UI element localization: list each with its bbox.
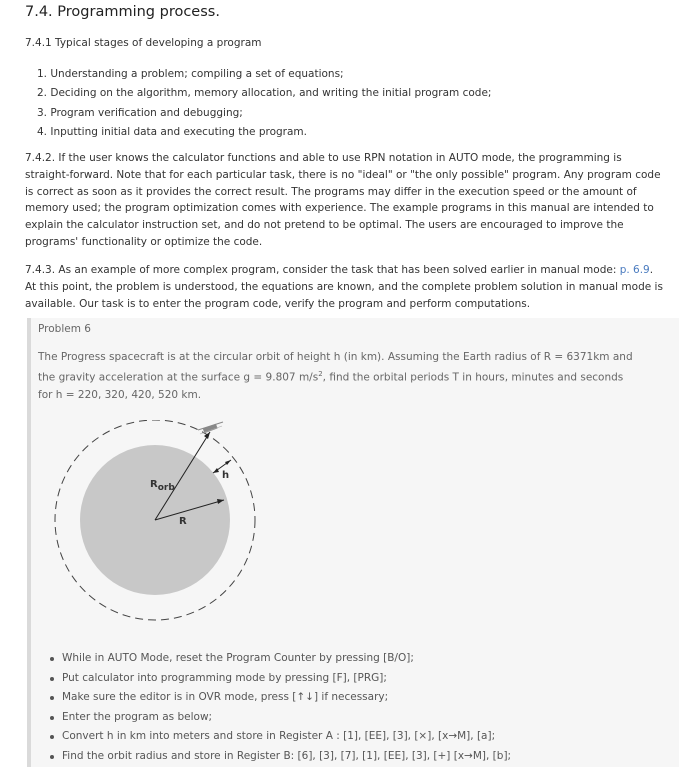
problem-text-part: , find the orbital periods T in hours, minutes and seconds for h = 220, 320, 420, 520 km. [38, 371, 624, 401]
list-item: Make sure the editor is in OVR mode, press [↑↓] if necessary; [48, 688, 511, 708]
paragraph-text: . At this point, the problem is understood, the equations are known, and the complete problem solution in manual mode is available. Our task is to enter the program code, verify the program and perform computations. [25, 264, 663, 310]
orbit-diagram [40, 420, 270, 630]
list-item: Put calculator into programming mode by pressing [F], [PRG]; [48, 669, 511, 689]
list-item: Enter the program as below; [48, 708, 511, 728]
list-item: While in AUTO Mode, reset the Program Counter by pressing [B/O]; [48, 649, 511, 669]
list-item: Convert h in km into meters and store in Register A : [1], [EE], [3], [×], [x→M], [a]; [48, 727, 511, 747]
problem-text-part: The Progress spacecraft is at the circular orbit of height h (in km). Assuming the Earth radius of R = 6371km and the gravity acceleration at the surface g = 9.807 m/s [38, 351, 633, 384]
instruction-list [48, 649, 511, 766]
superscript: 2 [318, 370, 323, 378]
paragraph-7-4-2: 7.4.2. If the user knows the calculator functions and able to use RPN notation in AUTO mode, the programming is straight-forward. Note that for each particular task, there is no "ideal" or "the only possible" program. Any program code is correct as soon as it provides the correct result. The programs may differ in the execution speed or the amount of memory used; the program optimization comes with experience. The example programs in this manual are intended to explain the calculator instruction set, and do not pretend to be optimal. The users are encouraged to improve the programs' functionality or optimize the code. [25, 152, 661, 248]
list-item: 3. Program verification and debugging; [37, 106, 243, 119]
problem-title: Problem 6 [38, 323, 91, 335]
paragraph-text: 7.4.3. As an example of more complex program, consider the task that has been solved earlier in manual mode: [25, 264, 620, 276]
list-item: 1. Understanding a problem; compiling a set of equations; [37, 68, 344, 80]
section-title: 7.4. Programming process. [25, 4, 220, 20]
problem-text [38, 349, 638, 404]
r-label: R [179, 516, 187, 527]
list-item: Find the orbit radius and store in Register B: [6], [3], [7], [1], [EE], [3], [+] [x→M], [b]; [48, 747, 511, 767]
list-item: 2. Deciding on the algorithm, memory allocation, and writing the initial program code; [37, 87, 492, 100]
h-label: h [222, 470, 230, 481]
list-item: 4. Inputting initial data and executing the program. [37, 125, 308, 138]
r-orb-label: Rorb [150, 479, 175, 493]
page-link[interactable]: p. 6.9 [619, 264, 650, 276]
subsection-heading: 7.4.1 Typical stages of developing a program [25, 37, 262, 49]
spacecraft-icon [198, 422, 223, 434]
paragraph-7-4-3 [25, 262, 665, 312]
stages-list [37, 65, 491, 142]
